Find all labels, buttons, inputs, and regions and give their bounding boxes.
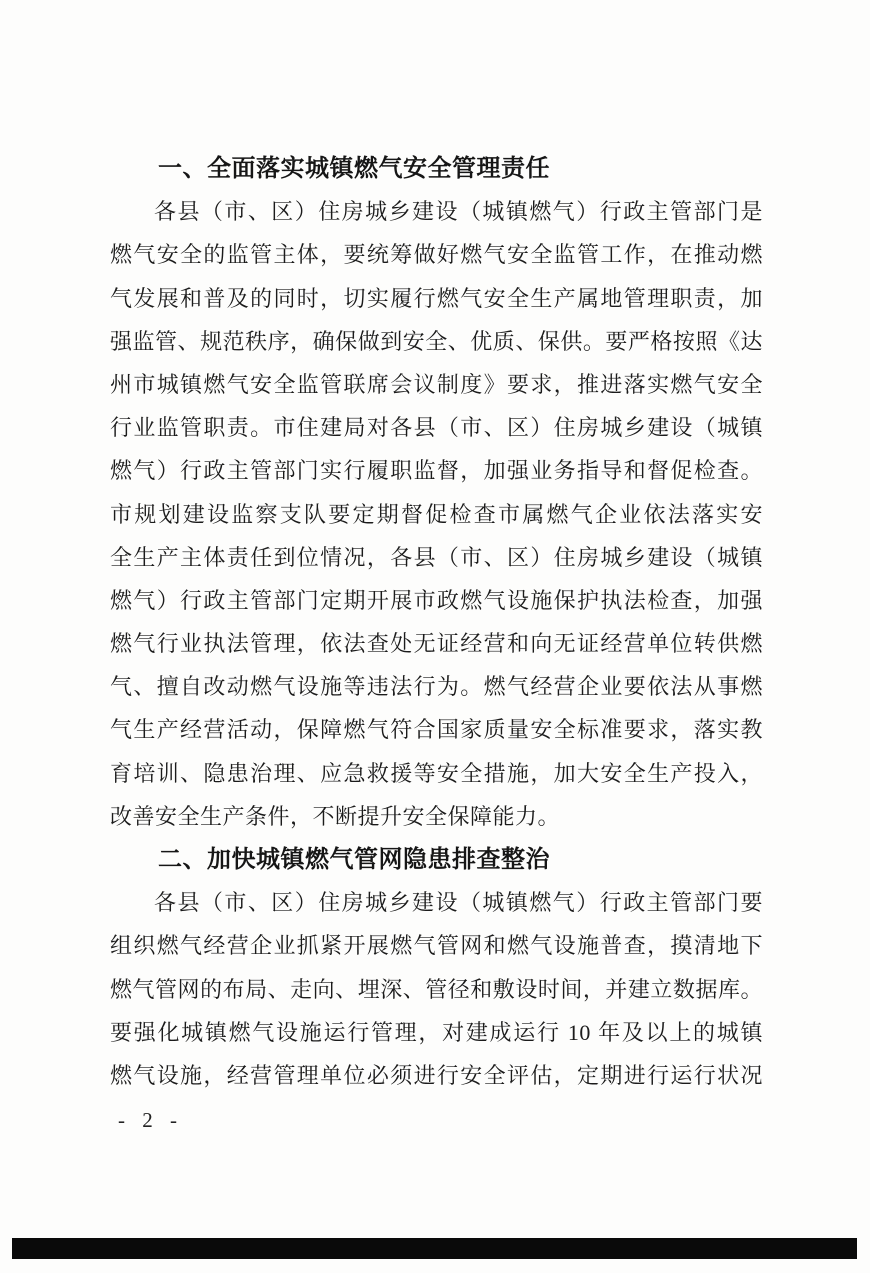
paragraph-line: 燃气管网的布局、走向、埋深、管径和敷设时间，并建立数据库。 <box>110 976 763 1002</box>
paragraph-line: 育培训、隐患治理、应急救援等安全措施，加大安全生产投入， <box>110 760 763 786</box>
paragraph-line: 各县（市、区）住房城乡建设（城镇燃气）行政主管部门要 <box>154 890 763 916</box>
document-body <box>110 147 763 1097</box>
section-1-heading: 一、全面落实城镇燃气安全管理责任 <box>158 155 550 182</box>
section-2-heading: 二、加快城镇燃气管网隐患排查整治 <box>158 846 550 873</box>
paragraph-line: 改善安全生产条件，不断提升安全保障能力。 <box>110 803 561 829</box>
paragraph-line: 燃气行业执法管理，依法查处无证经营和向无证经营单位转供燃 <box>110 631 763 657</box>
paragraph-line: 燃气）行政主管部门定期开展市政燃气设施保护执法检查，加强 <box>110 587 763 613</box>
paragraph-line: 燃气安全的监管主体，要统筹做好燃气安全监管工作，在推动燃 <box>110 242 763 268</box>
redaction-bar <box>12 1238 857 1259</box>
paragraph-line: 市规划建设监察支队要定期督促检查市属燃气企业依法落实安 <box>110 501 763 527</box>
paragraph-line: 气、擅自改动燃气设施等违法行为。燃气经营企业要依法从事燃 <box>110 674 763 700</box>
page-number: - 2 - <box>118 1108 183 1132</box>
paragraph-line: 要强化城镇燃气设施运行管理，对建成运行 10 年及以上的城镇 <box>110 1019 763 1045</box>
paragraph-line: 行业监管职责。市住建局对各县（市、区）住房城乡建设（城镇 <box>110 415 763 441</box>
paragraph-line: 组织燃气经营企业抓紧开展燃气管网和燃气设施普查，摸清地下 <box>110 933 763 959</box>
paragraph-line: 州市城镇燃气安全监管联席会议制度》要求，推进落实燃气安全 <box>110 371 763 397</box>
paragraph-line: 强监管、规范秩序，确保做到安全、优质、保供。要严格按照《达 <box>110 328 763 354</box>
paragraph-line: 气发展和普及的同时，切实履行燃气安全生产属地管理职责，加 <box>110 285 763 311</box>
paragraph-line: 燃气设施，经营管理单位必须进行安全评估，定期进行运行状况 <box>110 1062 763 1088</box>
paragraph-line: 气生产经营活动，保障燃气符合国家质量安全标准要求，落实教 <box>110 717 763 743</box>
paragraph-line: 全生产主体责任到位情况，各县（市、区）住房城乡建设（城镇 <box>110 544 763 570</box>
paragraph-line: 各县（市、区）住房城乡建设（城镇燃气）行政主管部门是 <box>154 199 763 225</box>
paragraph-line: 燃气）行政主管部门实行履职监督，加强业务指导和督促检查。 <box>110 458 763 484</box>
